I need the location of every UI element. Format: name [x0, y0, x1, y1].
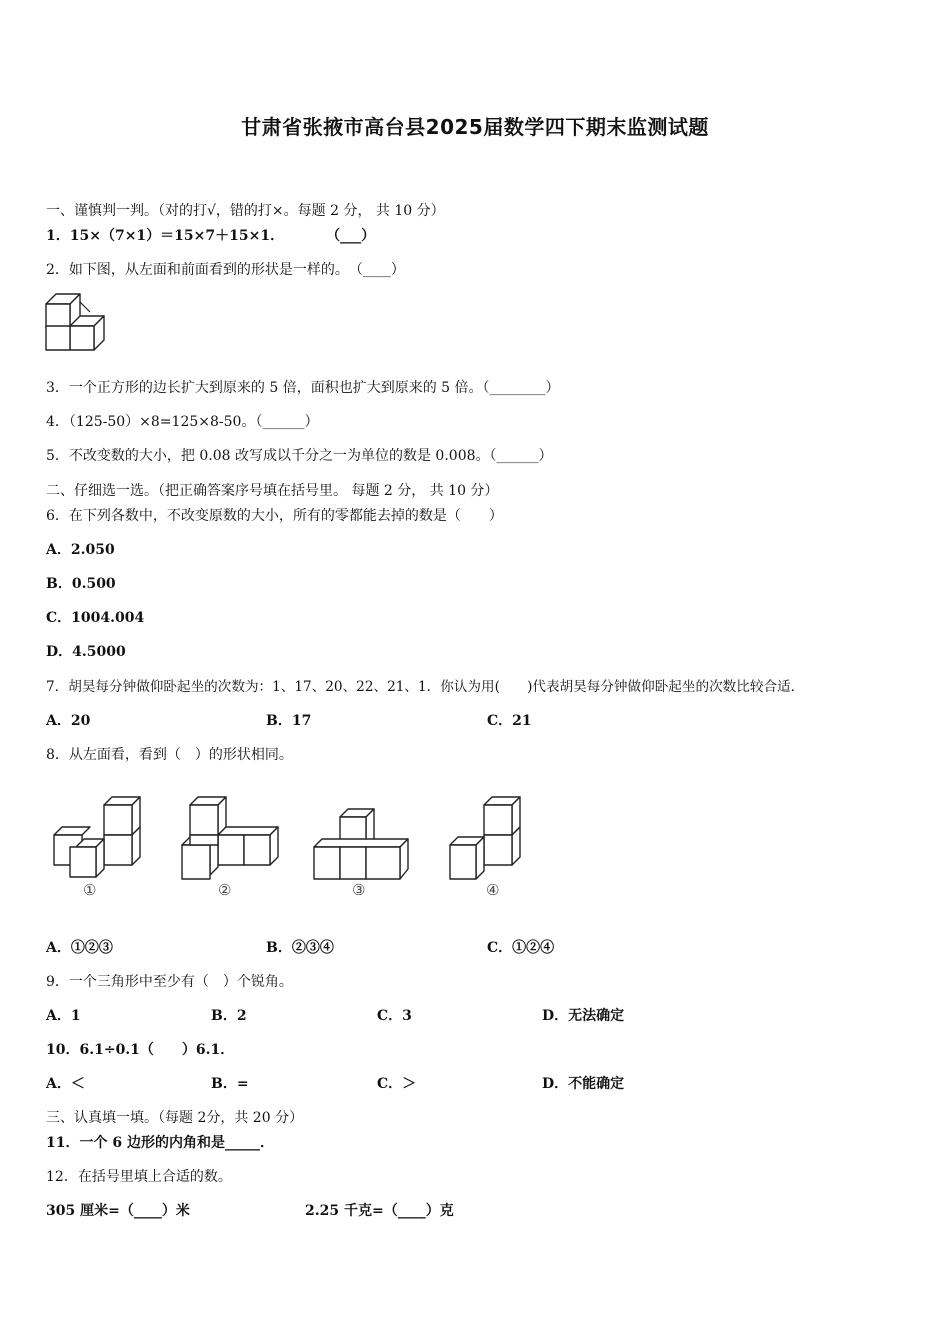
question-8-figure-1-label: ①	[83, 881, 97, 899]
question-8-option-c: C．①②④	[487, 940, 555, 956]
question-8-figure-2	[178, 795, 282, 885]
question-6-option-d: D．4.5000	[46, 644, 126, 660]
question-12-item-2: 2.25 千克=（____）克	[305, 1203, 454, 1219]
question-8-figure-4-label: ④	[486, 881, 500, 899]
question-3: 3．一个正方形的边长扩大到原来的 5 倍，面积也扩大到原来的 5 倍。（________）	[46, 380, 560, 396]
question-7-option-a: A．20	[46, 713, 91, 729]
question-1: 1．15×（7×1）＝15×7＋15×1． （___）	[46, 228, 376, 244]
question-9-option-b: B．2	[211, 1008, 247, 1024]
section-1-heading: 一、谨慎判一判。（对的打√，错的打×。每题 2 分， 共 10 分）	[46, 203, 445, 219]
question-8-option-a: A．①②③	[46, 940, 113, 956]
question-5: 5．不改变数的大小，把 0.08 改写成以千分之一为单位的数是 0.008。（______）	[46, 448, 553, 464]
question-11: 11．一个 6 边形的内角和是_____．	[46, 1135, 274, 1151]
question-8-figure-3-label: ③	[352, 881, 366, 899]
question-10-option-c: C．＞	[377, 1076, 417, 1092]
cube-left-lower	[46, 326, 70, 350]
question-7: 7．胡昊每分钟做仰卧起坐的次数为：1、17、20、22、21、1．你认为用( )代表胡昊每分钟做仰卧起坐的次数比较合适．	[46, 679, 805, 695]
question-6: 6．在下列各数中，不改变原数的大小，所有的零都能去掉的数是（ ）	[46, 508, 503, 524]
question-6-option-b: B．0.500	[46, 576, 116, 592]
section-2-heading: 二、仔细选一选。（把正确答案序号填在括号里。 每题 2 分， 共 10 分）	[46, 483, 499, 499]
question-8-figure-3	[312, 805, 416, 885]
question-9-option-d: D．无法确定	[542, 1008, 625, 1024]
question-8-figure-1	[50, 795, 146, 885]
question-8-figure-2-label: ②	[218, 881, 232, 899]
page-title: 甘肃省张掖市高台县2025届数学四下期末监测试题	[241, 115, 709, 139]
question-2-cube-figure	[44, 292, 106, 352]
question-4: 4．（125-50）×8=125×8-50。（______）	[46, 414, 319, 430]
question-7-option-c: C．21	[487, 713, 532, 729]
question-10-option-b: B．=	[211, 1076, 249, 1092]
question-6-option-a: A．2.050	[46, 542, 115, 558]
question-12: 12．在括号里填上合适的数。	[46, 1169, 232, 1185]
question-9: 9．一个三角形中至少有（ ）个锐角。	[46, 974, 293, 990]
question-10-option-a: A．＜	[46, 1076, 85, 1092]
question-7-option-b: B．17	[266, 713, 312, 729]
question-10: 10．6.1÷0.1（ ）6.1．	[46, 1042, 235, 1058]
question-8-figure-4	[446, 795, 526, 885]
question-2: 2．如下图，从左面和前面看到的形状是一样的。 （____）	[46, 262, 405, 278]
section-3-heading: 三、认真填一填。（每题 2分，共 20 分）	[46, 1110, 304, 1126]
question-8: 8．从左面看，看到（ ）的形状相同。	[46, 747, 293, 763]
question-9-option-c: C．3	[377, 1008, 412, 1024]
question-6-option-c: C．1004.004	[46, 610, 145, 626]
question-12-item-1: 305 厘米=（____）米	[46, 1203, 190, 1219]
question-9-option-a: A．1	[46, 1008, 81, 1024]
question-8-option-b: B．②③④	[266, 940, 334, 956]
cube-right-lower	[70, 316, 104, 350]
question-10-option-d: D．不能确定	[542, 1076, 625, 1092]
